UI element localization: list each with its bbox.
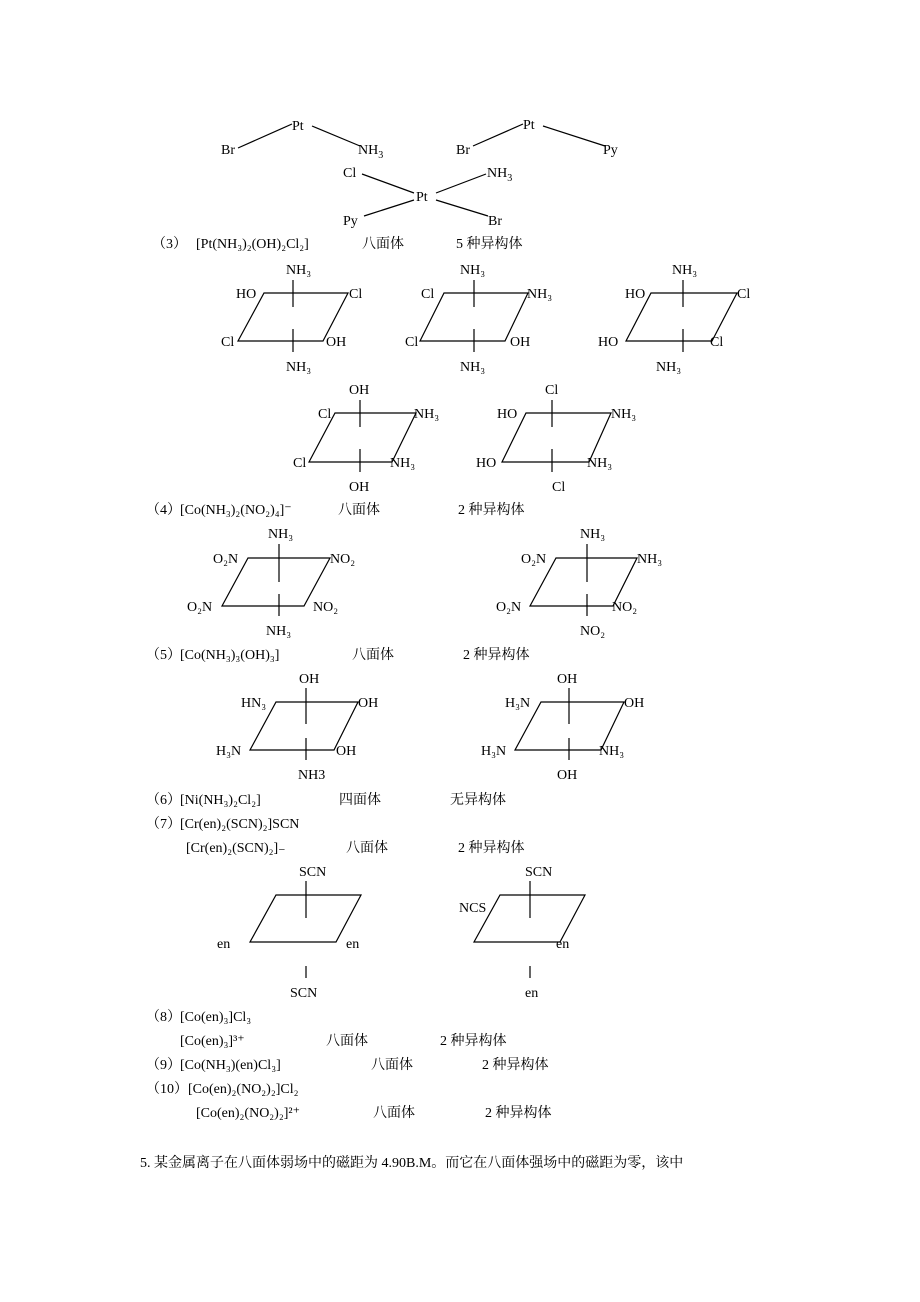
ligand-bl: Py [343,214,358,229]
svg-text:（8）: （8） [146,1010,181,1025]
svg-text:Cl: Cl [737,287,751,302]
center-atom: Pt [416,190,428,205]
structure-pt-tetrahedral [343,166,512,229]
svg-text:NH₃: NH₃ [460,360,486,375]
geometry: 八面体 [346,841,388,856]
isomer-3-2 [405,263,552,375]
structure-pt-br-py [456,118,618,158]
svg-text:O₂N: O₂N [521,552,547,567]
svg-text:NO₂: NO₂ [330,552,356,567]
formula: [Co(NH₃)₂(NO₂)₄]⁻ [180,503,292,518]
formula-ion: [Cr(en)₂(SCN)₂]₋ [186,841,286,856]
isomer-3-1 [221,263,362,375]
svg-text:H₃N: H₃N [505,696,531,711]
svg-text:（10）: （10） [146,1082,188,1097]
ligand-right: Py [603,143,618,158]
isomer-5-2 [481,672,644,783]
svg-text:O₂N: O₂N [213,552,239,567]
isomer-5-1 [216,672,378,783]
svg-text:Cl: Cl [405,335,419,350]
svg-text:NH₃: NH₃ [414,407,440,422]
svg-text:NH₃: NH₃ [611,407,637,422]
svg-text:NCS: NCS [459,901,487,916]
svg-text:NO₂: NO₂ [612,600,638,615]
formula: [Co(NH₃)₃(OH)₃] [180,648,280,663]
svg-text:SCN: SCN [290,986,318,1001]
svg-text:H₃N: H₃N [216,744,242,759]
center-atom: Pt [292,119,304,134]
svg-text:H₃N: H₃N [481,744,507,759]
ligand-tl: Cl [343,166,357,181]
svg-text:NH₃: NH₃ [656,360,682,375]
svg-text:Cl: Cl [421,287,435,302]
svg-text:Cl: Cl [552,480,566,495]
svg-text:Cl: Cl [710,335,724,350]
svg-text:en: en [556,937,570,952]
svg-text:OH: OH [624,696,645,711]
geometry: 八面体 [371,1058,413,1073]
ligand-left: Br [221,143,235,158]
svg-text:NH₃: NH₃ [268,527,294,542]
svg-text:OH: OH [349,480,370,495]
item-7-header [146,816,525,856]
svg-text:NH₃: NH₃ [587,456,613,471]
formula: [Co(en)₃]Cl₃ [180,1010,252,1025]
svg-text:（9）: （9） [146,1058,181,1073]
isomer-count: 无异构体 [450,793,506,808]
isomer-3-3 [598,263,750,375]
svg-text:HO: HO [236,287,257,302]
formula: [Co(NH₃)(en)Cl₃] [180,1058,281,1073]
svg-text:NH3: NH3 [298,768,326,783]
svg-text:（3）: （3） [152,237,187,252]
ligand-right: $NH_3$ [358,143,384,161]
isomer-4-2 [496,527,662,639]
svg-text:Cl: Cl [545,383,559,398]
formula-ion: [Co(en)₃]³⁺ [180,1034,245,1049]
geometry: 八面体 [326,1034,368,1049]
svg-text:OH: OH [349,383,370,398]
item-6-header [146,791,506,808]
svg-text:OH: OH [299,672,320,687]
svg-text:（4）: （4） [146,503,181,518]
svg-text:en: en [346,937,360,952]
isomer-4-1 [187,527,355,639]
isomer-count: 2 种异构体 [458,503,525,518]
svg-text:Cl: Cl [318,407,332,422]
svg-text:Cl: Cl [221,335,235,350]
svg-text:NH₃: NH₃ [527,287,553,302]
svg-text:SCN: SCN [299,865,327,880]
svg-text:HO: HO [497,407,518,422]
item-3-header [152,235,523,252]
formula-ion: [Co(en)₂(NO₂)₂]²⁺ [196,1106,300,1121]
svg-text:NH₃: NH₃ [460,263,486,278]
isomer-3-4 [293,383,439,495]
formula: [Co(en)₂(NO₂)₂]Cl₂ [188,1082,299,1097]
geometry: 八面体 [373,1106,415,1121]
svg-text:HO: HO [598,335,619,350]
ligand-left: Br [456,143,470,158]
geometry: 八面体 [352,648,394,663]
formula: [Pt(NH₃)₂(OH)₂Cl₂] [196,237,309,252]
svg-text:（6）: （6） [146,793,181,808]
isomer-count: 2 种异构体 [458,841,525,856]
geometry: 四面体 [339,793,381,808]
svg-text:（5）: （5） [146,648,181,663]
svg-text:NO₂: NO₂ [313,600,339,615]
isomer-count: 2 种异构体 [440,1034,507,1049]
svg-text:OH: OH [557,768,578,783]
structure-pt-br-nh3 [221,119,383,161]
formula: [Cr(en)₂(SCN)₂]SCN [180,817,300,832]
svg-text:Cl: Cl [293,456,307,471]
svg-text:（7）: （7） [146,817,181,832]
svg-text:NH₃: NH₃ [286,263,312,278]
item-10-header [146,1081,552,1121]
item-5-header [146,646,530,663]
geometry: 八面体 [338,503,380,518]
formula: [Ni(NH₃)₂Cl₂] [180,793,261,808]
svg-text:NH₃: NH₃ [580,527,606,542]
svg-text:OH: OH [358,696,379,711]
geometry: 八面体 [362,237,404,252]
isomer-count: 2 种异构体 [482,1058,549,1073]
isomer-count: 2 种异构体 [463,648,530,663]
svg-text:NH₃: NH₃ [672,263,698,278]
svg-text:NH₃: NH₃ [637,552,663,567]
svg-text:OH: OH [336,744,357,759]
svg-text:NH₃: NH₃ [599,744,625,759]
isomer-count: 2 种异构体 [485,1106,552,1121]
svg-text:NH₃: NH₃ [286,360,312,375]
ligand-tr: $NH_3$ [487,166,513,184]
isomer-count: 5 种异构体 [456,237,523,252]
item-8-header [146,1009,507,1049]
ligand-br: Br [488,214,502,229]
svg-text:O₂N: O₂N [496,600,522,615]
svg-text:HN₃: HN₃ [241,696,267,711]
svg-text:NH₃: NH₃ [390,456,416,471]
svg-text:OH: OH [557,672,578,687]
svg-text:en: en [217,937,231,952]
svg-text:NH₃: NH₃ [266,624,292,639]
svg-text:Cl: Cl [349,287,363,302]
isomer-7-2 [459,865,585,1001]
svg-text:en: en [525,986,539,1001]
svg-text:O₂N: O₂N [187,600,213,615]
svg-text:OH: OH [326,335,347,350]
svg-text:HO: HO [476,456,497,471]
svg-text:NO₂: NO₂ [580,624,606,639]
item-9-header [146,1056,549,1073]
center-atom: Pt [523,118,535,133]
svg-text:HO: HO [625,287,646,302]
svg-text:SCN: SCN [525,865,553,880]
question-5: 5. 某金属离子在八面体弱场中的磁距为 4.90B.M。而它在八面体强场中的磁距为零，该中 [140,1156,684,1171]
isomer-3-5 [476,383,636,495]
svg-text:OH: OH [510,335,531,350]
item-4-header [146,501,525,518]
isomer-7-1 [217,865,361,1001]
